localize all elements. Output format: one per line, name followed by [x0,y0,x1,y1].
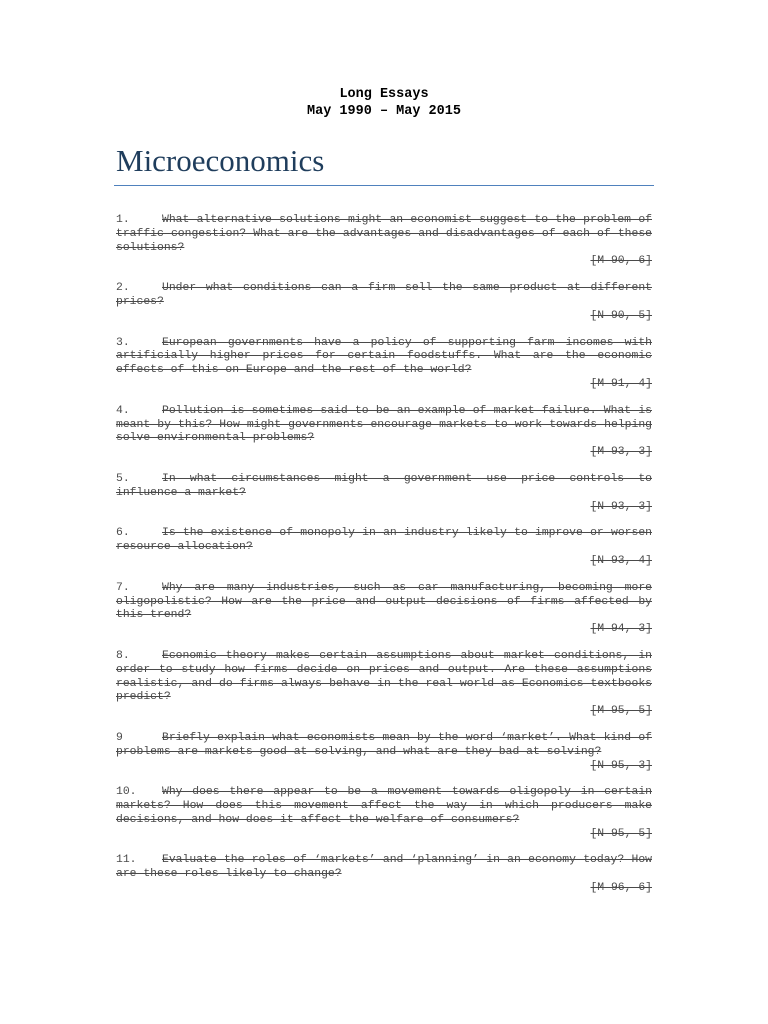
question-reference: [N 95, 5] [590,827,652,840]
question-item [116,337,652,392]
question-number: 5. [116,472,130,485]
question-text: What alternative solutions might an economist suggest to the problem of traffic congestion? What are the advantages and disadvantages of each of these solutions? [116,214,652,254]
question-text: Pollution is sometimes said to be an example of market failure. What is meant by this? How might governments encourage markets to work towards helping solve environmental problems? [116,404,652,445]
question-text: Briefly explain what economists mean by the word ‘market’. What kind of problems are markets good at solving, and what are they bad at solving? [116,731,652,758]
question-text: Why does there appear to be a movement towards oligopoly in certain markets? How does this movement affect the way in which producers make decisions, and how does it affect the welfare of consumers? [116,786,652,826]
question-reference: [M 91, 4] [590,377,652,390]
document-header [116,86,652,120]
question-reference: [N 93, 3] [590,500,652,513]
question-item [116,405,652,460]
question-text-block [116,527,652,555]
question-item [116,473,652,514]
question-text: Evaluate the roles of ‘markets’ and ‘planning’ in an economy today? How are these roles likely to change? [116,854,652,881]
header-line-2: May 1990 – May 2015 [307,104,461,119]
question-number: 7. [116,581,130,594]
question-number: 8. [116,649,130,662]
question-reference: [M 95, 5] [590,705,652,718]
question-reference: [M 93, 3] [590,446,652,459]
question-number: 9 [116,731,123,744]
question-item [116,214,652,269]
question-number: 1. [116,214,130,226]
question-number: 10. [116,786,137,799]
question-reference: [M 90, 6] [590,255,652,268]
question-text-block [116,786,652,827]
question-item [116,786,652,841]
question-reference: [N 95, 3] [590,759,652,772]
question-text-block [116,582,652,623]
question-number: 2. [116,282,130,295]
question-item [116,282,652,323]
question-number: 3. [116,336,130,349]
question-text: Why are many industries, such as car manufacturing, becoming more oligopolistic? How are the price and output decisions of firms affected by this trend? [116,581,652,622]
question-item [116,527,652,568]
question-text: Under what conditions can a firm sell the same product at different prices? [116,282,652,308]
question-text-block [116,732,652,760]
question-item [116,650,652,719]
question-item [116,732,652,773]
question-text-block [116,405,652,446]
question-item [116,854,652,895]
question-list [116,214,652,896]
question-reference: [M 96, 6] [590,882,652,895]
question-reference: [N 93, 4] [590,554,652,567]
question-text-block [116,473,652,501]
question-number: 11. [116,854,137,867]
question-text: Economic theory makes certain assumptions about market conditions, in order to study how firms decide on prices and output. Are these assumptions realistic, and do firms always behave in the real world as Economics textbooks predict? [116,649,652,704]
question-text-block [116,282,652,310]
question-text-block [116,854,652,882]
question-text-block [116,214,652,255]
question-text-block [116,337,652,378]
question-number: 6. [116,527,130,540]
question-number: 4. [116,404,130,417]
question-text: European governments have a policy of supporting farm incomes with artificially higher prices for certain foodstuffs. What are the economic effects of this on Europe and the rest of the world? [116,336,652,377]
question-text: In what circumstances might a government use price controls to influence a market? [116,472,652,499]
section-title: Microeconomics [114,143,654,186]
question-reference: [N 90, 5] [590,309,652,322]
question-text: Is the existence of monopoly in an industry likely to improve or worsen resource allocation? [116,527,652,554]
header-line-1: Long Essays [339,87,429,102]
question-item [116,582,652,637]
question-reference: [M 94, 3] [590,623,652,636]
question-text-block [116,650,652,705]
